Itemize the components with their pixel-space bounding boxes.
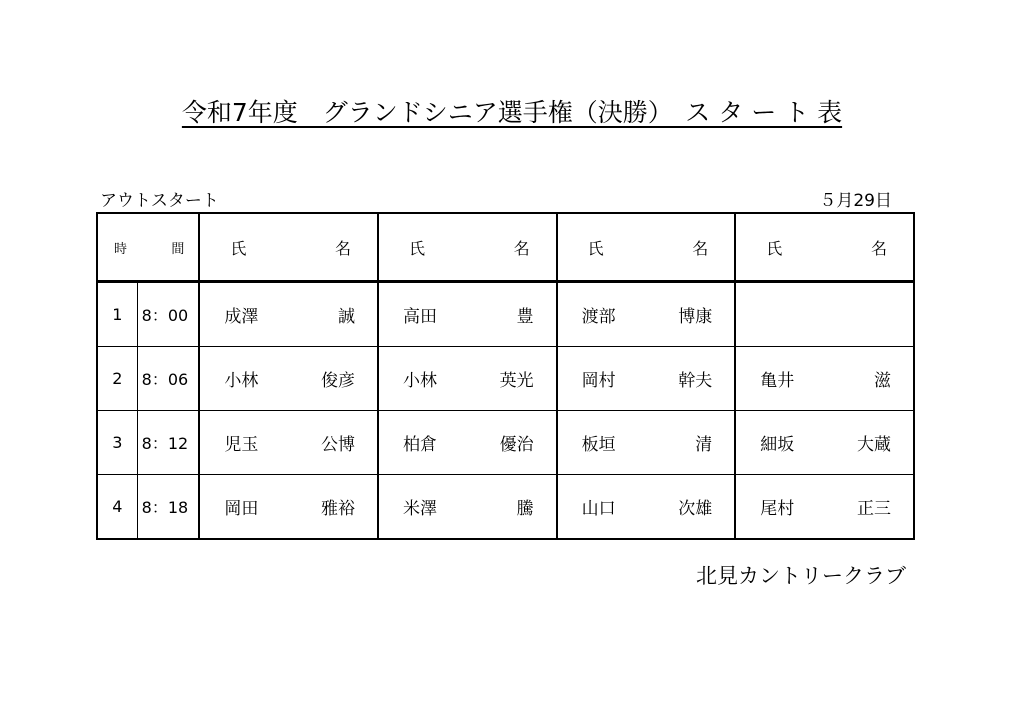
player-family-name: 成澤 [224, 307, 259, 327]
header-time-right: 間 [171, 241, 185, 257]
player-given-name: 優治 [499, 435, 534, 455]
player-family-name: 亀井 [760, 371, 795, 391]
player-cell [378, 475, 557, 540]
start-table [96, 212, 915, 540]
player-given-name: 豊 [516, 307, 534, 327]
tee-time: 8：12 [137, 411, 199, 475]
player-given-name: 公博 [321, 435, 355, 455]
header-name-2 [378, 213, 557, 282]
player-given-name: 正三 [857, 499, 891, 519]
page-title-text: 令和7年度 グランドシニア選手権（決勝） ス タ ー ト 表 [181, 98, 843, 127]
header-name-left: 氏 [766, 238, 783, 258]
player-family-name: 尾村 [760, 499, 795, 519]
player-family-name: 渡部 [581, 307, 616, 327]
header-name-3 [557, 213, 736, 282]
table-row [97, 411, 914, 475]
group-number: 3 [97, 411, 137, 475]
table-row [97, 282, 914, 347]
player-cell [199, 282, 378, 347]
player-family-name: 高田 [403, 307, 437, 327]
player-cell [735, 411, 914, 475]
player-given-name: 俊彦 [321, 371, 355, 391]
header-time-left: 時 [114, 241, 128, 257]
player-cell [735, 347, 914, 411]
header-name-left: 氏 [409, 238, 426, 258]
tee-time: 8：00 [137, 282, 199, 347]
player-cell [199, 347, 378, 411]
player-cell [557, 282, 736, 347]
group-number: 1 [97, 282, 137, 347]
table-header-row [97, 213, 914, 282]
page-title [0, 96, 1024, 130]
start-label: アウトスタート [100, 191, 219, 211]
table-row [97, 475, 914, 540]
player-family-name: 柏倉 [403, 435, 437, 455]
group-number: 2 [97, 347, 137, 411]
player-given-name: 清 [695, 435, 713, 455]
player-given-name: 騰 [516, 499, 534, 519]
player-family-name: 小林 [224, 371, 259, 391]
player-cell [378, 282, 557, 347]
header-name-right: 名 [870, 238, 887, 258]
tee-time: 8：18 [137, 475, 199, 540]
header-name-left: 氏 [230, 238, 247, 258]
player-family-name: 山口 [581, 499, 616, 519]
header-name-right: 名 [334, 238, 351, 258]
player-cell [199, 411, 378, 475]
player-given-name: 英光 [499, 371, 534, 391]
player-cell [735, 475, 914, 540]
header-name-left: 氏 [587, 238, 604, 258]
player-family-name: 細坂 [760, 435, 795, 455]
player-cell [735, 282, 914, 347]
date-label: ５月29日 [819, 191, 892, 211]
player-family-name: 岡田 [224, 499, 259, 519]
header-time [97, 213, 199, 282]
player-given-name: 博康 [678, 307, 713, 327]
player-given-name: 誠 [338, 307, 355, 327]
player-family-name: 板垣 [581, 435, 616, 455]
header-name-1 [199, 213, 378, 282]
player-family-name: 児玉 [224, 435, 259, 455]
header-name-4 [735, 213, 914, 282]
player-cell [378, 411, 557, 475]
player-given-name: 大蔵 [857, 435, 891, 455]
table-row [97, 347, 914, 411]
club-name: 北見カントリークラブ [696, 564, 906, 588]
header-name-right: 名 [692, 238, 709, 258]
player-given-name: 雅裕 [321, 499, 355, 519]
tee-time: 8：06 [137, 347, 199, 411]
group-number: 4 [97, 475, 137, 540]
player-cell [557, 475, 736, 540]
player-cell [199, 475, 378, 540]
header-name-right: 名 [513, 238, 530, 258]
player-given-name: 幹夫 [678, 371, 713, 391]
player-cell [557, 411, 736, 475]
player-family-name: 小林 [403, 371, 437, 391]
player-cell [557, 347, 736, 411]
player-cell [378, 347, 557, 411]
player-given-name: 滋 [874, 371, 891, 391]
player-family-name: 米澤 [403, 499, 437, 519]
player-family-name: 岡村 [581, 371, 616, 391]
player-given-name: 次雄 [678, 499, 713, 519]
